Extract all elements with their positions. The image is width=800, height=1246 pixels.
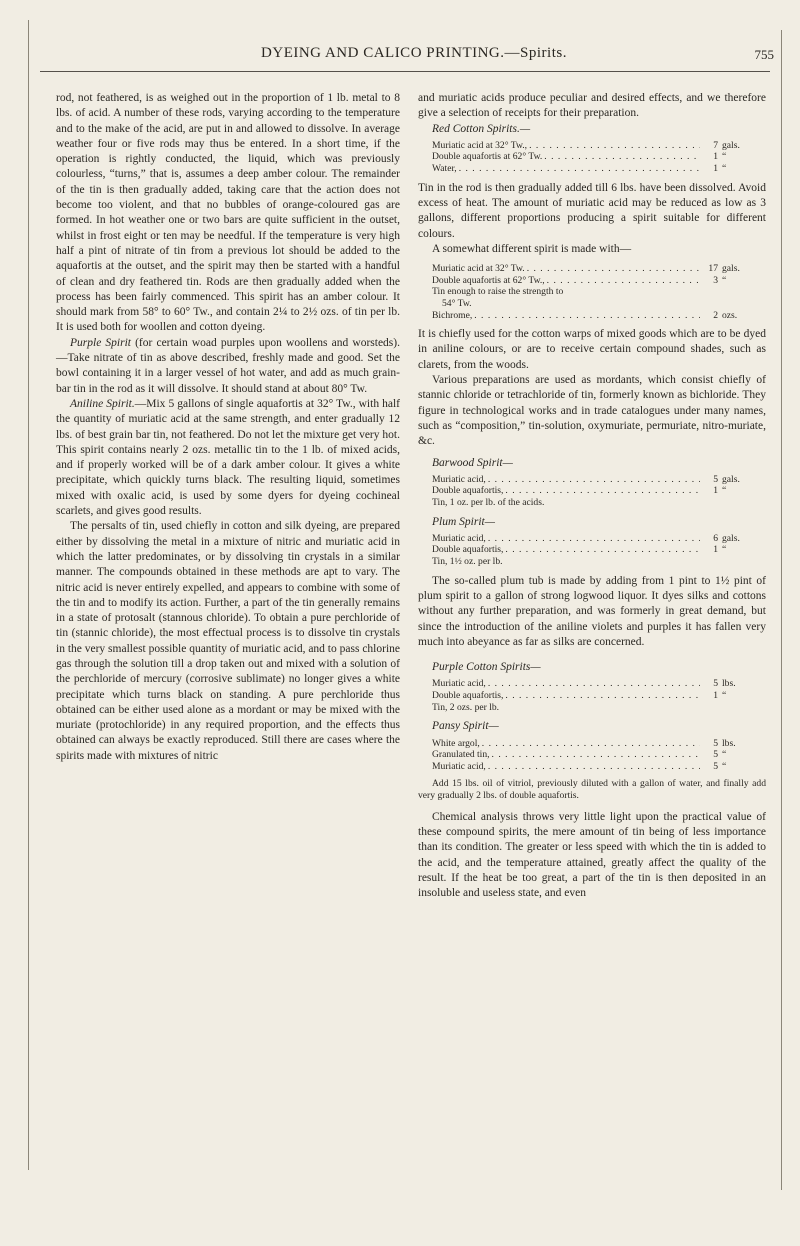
recipe-different-spirit xyxy=(432,263,754,321)
recipe-red-cotton xyxy=(432,140,754,175)
section-title: Aniline Spirit. xyxy=(70,397,135,410)
ingredient: Muriatic acid, xyxy=(432,760,486,772)
left-column xyxy=(56,91,400,764)
recipe-title: Purple Cotton Spirits— xyxy=(432,661,541,674)
quantity: 1 xyxy=(713,690,718,702)
unit: ozs. xyxy=(722,309,738,321)
recipe-row xyxy=(432,533,754,545)
paragraph-text: (for certain woad purples upon woollens and worsteds).—Take nitrate of tin as above described, freshly made and good. Set the bowl containing it in a larger vessel of hot water, and add as much grain-bar tin in the rod as it will dissolve. It should stand at about 80° Tw. xyxy=(56,336,400,395)
recipe-plum xyxy=(432,533,754,568)
quantity: 3 xyxy=(713,274,718,286)
unit: “ xyxy=(722,163,727,175)
recipe-row xyxy=(432,678,754,690)
paragraph xyxy=(56,397,400,519)
paragraph: A somewhat different spirit is made with— xyxy=(432,242,632,255)
recipe-row xyxy=(432,474,754,486)
recipe-line: Tin enough to raise the strength to xyxy=(432,286,564,298)
paragraph: Chemical analysis throws very little light upon the practical value of these compound spirits, the mere amount of tin being of less importance than its condition. The greater or less speed with which the tin is added to the acid, and the temperature attained, greatly affect the quality of the result. If the heat be too great, a part of the tin is then deposited in an insoluble and useless state, and even xyxy=(418,810,766,900)
unit: “ xyxy=(722,151,727,163)
paragraph: The so-called plum tub is made by adding from 1 pint to 1½ pint of plum spirit to a gallon of strong logwood liquor. It dyes silks and cottons without any further preparation, and was formerly in great demand, but since the introduction of the aniline violets and purples it has fallen very much into abeyance as far as silks are concerned. xyxy=(418,574,766,648)
paragraph: and muriatic acids produce peculiar and desired effects, and we therefore give a selection of receipts for their preparation. xyxy=(418,92,766,120)
paragraph xyxy=(56,336,400,397)
recipe-row xyxy=(432,485,754,497)
quantity: 6 xyxy=(713,532,718,544)
recipe-row xyxy=(432,151,754,163)
recipe-line: Tin, 1½ oz. per lb. xyxy=(432,556,503,568)
quantity: 5 xyxy=(713,473,718,485)
ingredient: Muriatic acid at 32° Tw. xyxy=(432,263,525,275)
unit: “ xyxy=(722,690,727,702)
recipe-note: Add 15 lbs. oil of vitriol, previously diluted with a gallon of water, and finally add very gradually 2 lbs. of double aquafortis. xyxy=(418,778,766,802)
unit: “ xyxy=(722,749,727,761)
quantity: 5 xyxy=(713,678,718,690)
quantity: 1 xyxy=(713,151,718,163)
paragraph-text: —Mix 5 gallons of single aquafortis at 32° Tw., with half the quantity of muriatic acid at the same strength, and enter gradually 12 lbs. of best grain bar tin, not feathered. Do not let the mixture get very hot. This spirit contains nearly 2 ozs. metallic tin to the 1 lb. of mixed acids, and if properly worked will be of a dark amber colour. It gives a white precipitate, which quickly turns black. The resulting liquid, sometimes mixed with oxalic acid, is used by some dyers for dyeing cochineal scarlets, and gives good results. xyxy=(56,397,401,518)
ingredient: Muriatic acid, xyxy=(432,532,486,544)
unit: lbs. xyxy=(722,678,736,690)
ingredient: White argol, xyxy=(432,737,480,749)
recipe-row xyxy=(432,761,754,773)
header-title: DYEING AND CALICO PRINTING.—Spirits. xyxy=(261,45,567,61)
quantity: 1 xyxy=(713,163,718,175)
ingredient: Granulated tin, xyxy=(432,749,490,761)
recipe-pansy xyxy=(432,738,754,773)
recipe-row xyxy=(432,163,754,175)
unit: gals. xyxy=(722,473,740,485)
page-number: 755 xyxy=(754,47,774,62)
paragraph: Tin in the rod is then gradually added till 6 lbs. have been dissolved. Avoid excess of heat. The amount of muriatic acid may be reduced as low as 3 gallons, different proportions producing a spirit suitable for different colours. xyxy=(418,181,766,240)
unit: gals. xyxy=(722,532,740,544)
recipe-purple-cotton xyxy=(432,678,754,713)
recipe-line: 54° Tw. xyxy=(442,297,472,309)
running-header xyxy=(54,45,774,67)
quantity: 5 xyxy=(713,737,718,749)
quantity: 17 xyxy=(708,263,718,275)
unit: gals. xyxy=(722,139,740,151)
recipe-row xyxy=(432,690,754,702)
quantity: 1 xyxy=(713,485,718,497)
ingredient: Water, xyxy=(432,163,457,175)
ingredient: Double aquafortis at 62° Tw. xyxy=(432,151,543,163)
recipe-line: Tin, 1 oz. per lb. of the acids. xyxy=(432,496,545,508)
header-rule xyxy=(40,71,770,72)
recipe-title: Barwood Spirit— xyxy=(432,456,513,469)
unit: “ xyxy=(722,760,727,772)
paragraph: rod, not feathered, is as weighed out in the proportion of 1 lb. metal to 8 lbs. of acid. A number of these rods, varying according to the temperature and to the make of the acid, are put in and allowed to dissolve. In average weather four or five rods may thus be entered. In a short time, if the operation is rightly conducted, the liquid, which was previously colourless, “turns,” that is, assumes a deep amber colour. The remainder of the tin is then gradually added, taking care that the action does not become too violent, and that no bubbles of orange-coloured gas are formed. In hot weather one or two bars are quite sufficient in the outset, whilst in frost eight or ten may be needful. If the temperature is very high half a pint of nitrate of tin from a previous lot should be added to the aquafortis at the outset, and the spirit may then be started with a handful of clean and dry feathered tin. Rods are then gradually added when the process has been fairly commenced. This spirit has an amber colour. It should mark from 58° to 60° Tw., and contain 2¼ to 2½ ozs. of tin per lb. It is used both for woollen and cotton dyeing. xyxy=(56,92,400,334)
ingredient: Muriatic acid, xyxy=(432,678,486,690)
quantity: 5 xyxy=(713,760,718,772)
recipe-row xyxy=(432,544,754,556)
recipe-title: Red Cotton Spirits.— xyxy=(432,122,531,135)
quantity: 5 xyxy=(713,749,718,761)
recipe-row xyxy=(432,275,754,287)
unit: gals. xyxy=(722,263,740,275)
ingredient: Double aquafortis at 62° Tw., xyxy=(432,274,545,286)
recipe-barwood xyxy=(432,474,754,509)
right-page-edge xyxy=(781,30,782,1190)
recipe-line: Tin, 2 ozs. per lb. xyxy=(432,701,500,713)
quantity: 7 xyxy=(713,139,718,151)
recipe-title: Pansy Spirit— xyxy=(432,720,499,733)
paragraph: The persalts of tin, used chiefly in cotton and silk dyeing, are prepared either by dissolving the metal in a mixture of nitric and muriatic acid in which the latter predominates, or by dissolving tin crystals in a similar manner. The compounds obtained in these methods are apt to vary. The nitric acid is never entirely expelled, and appears to combine with some of the tin and to modify its action. Further, a part of the tin generally remains in a state of protosalt (stannous chloride). To obtain a pure perchloride of tin (stannic chloride), the most effectual process is to dissolve tin crystals in the very smallest possible quantity of muriatic acid, and to pass chlorine gas through the solution till a drop taken out and mixed with a solution of the perchloride of mercury (corrosive sublimate) no longer gives a white precipitate which turns black on standing. A pure perchloride thus obtained can be either used alone as a mordant or may be mixed with the muriate (protochloride) in any required proportion, and the effects thus obtained can always be exactly reproduced. Still there are cases where the spirits made with mixtures of nitric xyxy=(56,520,400,762)
recipe-row xyxy=(432,263,754,275)
section-title: Purple Spirit xyxy=(70,336,131,349)
unit: “ xyxy=(722,485,727,497)
ingredient: Double aquafortis, xyxy=(432,690,504,702)
ingredient: Double aquafortis, xyxy=(432,544,504,556)
recipe-row xyxy=(432,738,754,750)
quantity: 1 xyxy=(713,544,718,556)
ingredient: Double aquafortis, xyxy=(432,485,504,497)
paragraph: Various preparations are used as mordants, which consist chiefly of stannic chloride or tetrachloride of tin, formerly known as bichloride. They figure in technological works and in trade catalogues under many names, such as “composition,” tin-solution, oxymuriate, permuriate, nitro-muriate, &c. xyxy=(418,374,766,448)
recipe-row xyxy=(432,310,754,322)
ingredient: Muriatic acid at 32° Tw., xyxy=(432,139,528,151)
right-column xyxy=(418,91,766,902)
ingredient: Bichrome, xyxy=(432,309,473,321)
paragraph: It is chiefly used for the cotton warps of mixed goods which are to be dyed in aniline colours, or are to receive certain compound shades, such as clarets, from the woods. xyxy=(418,328,766,371)
unit: lbs. xyxy=(722,737,736,749)
quantity: 2 xyxy=(713,309,718,321)
recipe-title: Plum Spirit— xyxy=(432,515,495,528)
ingredient: Muriatic acid, xyxy=(432,473,486,485)
unit: “ xyxy=(722,544,727,556)
unit: “ xyxy=(722,274,727,286)
recipe-row xyxy=(432,749,754,761)
left-page-edge xyxy=(28,20,29,1170)
recipe-row xyxy=(432,140,754,152)
